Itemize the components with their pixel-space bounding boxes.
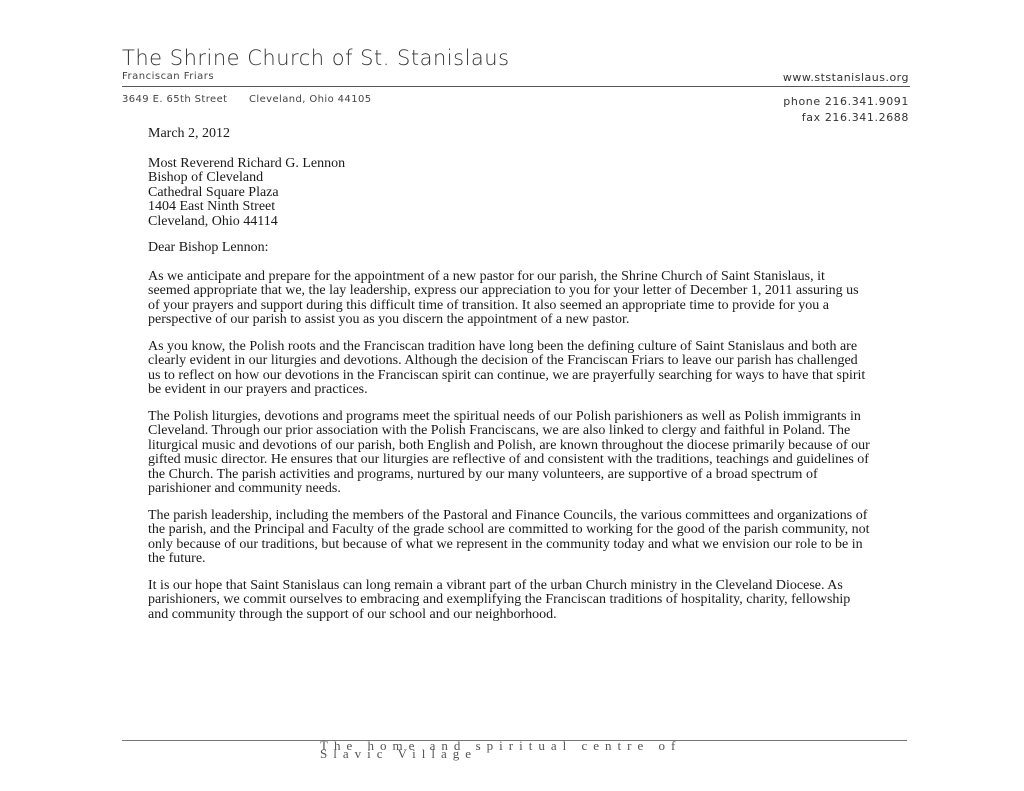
paragraph: The parish leadership, including the members of the Pastoral and Finance Councils, the various committees and organizations of the parish, and the Principal and Faculty of the grade school are committed to working for the good of the parish community, not only because of our traditions, but because of what we represent in the community today and what we envision our role to be in the future. [148, 507, 870, 566]
letterhead-city: Cleveland, Ohio 44105 [249, 94, 372, 105]
letterhead-contact [783, 94, 909, 126]
letterhead-fax: fax 216.341.2688 [801, 111, 909, 124]
paragraph: The Polish liturgies, devotions and programs meet the spiritual needs of our Polish parishioners as well as Polish immigrants in Cleveland. Through our prior association with the Polish Franciscans, we are also linked to clergy and faithful in Poland. The liturgical music and devotions of our parish, both English and Polish, are known throughout the diocese primarily because of our gifted music director. He ensures that our liturgies are reflective of and consistent with the traditions, teachings and guidelines of the Church. The parish activities and programs, nurtured by our many volunteers, are supportive of a broad spectrum of parishioner and community needs. [148, 408, 870, 496]
letterhead-phone: phone 216.341.9091 [783, 95, 909, 108]
salutation: Dear Bishop Lennon: [148, 240, 269, 255]
letter-body [148, 127, 870, 634]
letter-date: March 2, 2012 [148, 126, 231, 141]
letterhead-divider [122, 86, 910, 87]
footer-text: The home and spiritual centre of Slavic Village [320, 738, 682, 761]
letterhead-street: 3649 E. 65th Street [122, 94, 228, 105]
letterhead-title: The Shrine Church of St. Stanislaus [122, 46, 510, 70]
recipient-address [148, 157, 870, 230]
letterhead-subtitle: Franciscan Friars [122, 71, 215, 82]
letterhead-address [122, 94, 389, 105]
recipient-line: 1404 East Ninth Street [148, 199, 276, 214]
paragraph: As we anticipate and prepare for the appointment of a new pastor for our parish, the Shrine Church of Saint Stanislaus, it seemed appropriate that we, the lay leadership, express our appreciation to you for your letter of December 1, 2011 assuring us of your prayers and support during this difficult time of transition. It also seemed an appropriate time to provide for you a perspective of our parish to assist you as you discern the appointment of a new pastor. [148, 268, 859, 327]
recipient-line: Bishop of Cleveland [148, 170, 264, 185]
recipient-line: Cleveland, Ohio 44114 [148, 213, 278, 229]
paragraph: As you know, the Polish roots and the Franciscan tradition have long been the defining culture of Saint Stanislaus and both are clearly evident in our liturgies and devotions. Although the decision of the Franciscan Friars to leave our parish has challenged us to reflect on how our devotions in the Franciscan spirit can continue, we are prayerfully searching for ways to have that spirit be evident in our prayers and practices. [148, 338, 866, 397]
recipient-line: Most Reverend Richard G. Lennon [148, 155, 346, 171]
letterhead-website: www.ststanislaus.org [782, 71, 909, 84]
paragraph: It is our hope that Saint Stanislaus can long remain a vibrant part of the urban Church ministry in the Cleveland Diocese. As parishioners, we commit ourselves to embracing and exemplifying the Franciscan traditions of hospitality, charity, fellowship and community through the support of our school and our neighborhood. [148, 577, 851, 622]
recipient-line: Cathedral Square Plaza [148, 184, 279, 200]
